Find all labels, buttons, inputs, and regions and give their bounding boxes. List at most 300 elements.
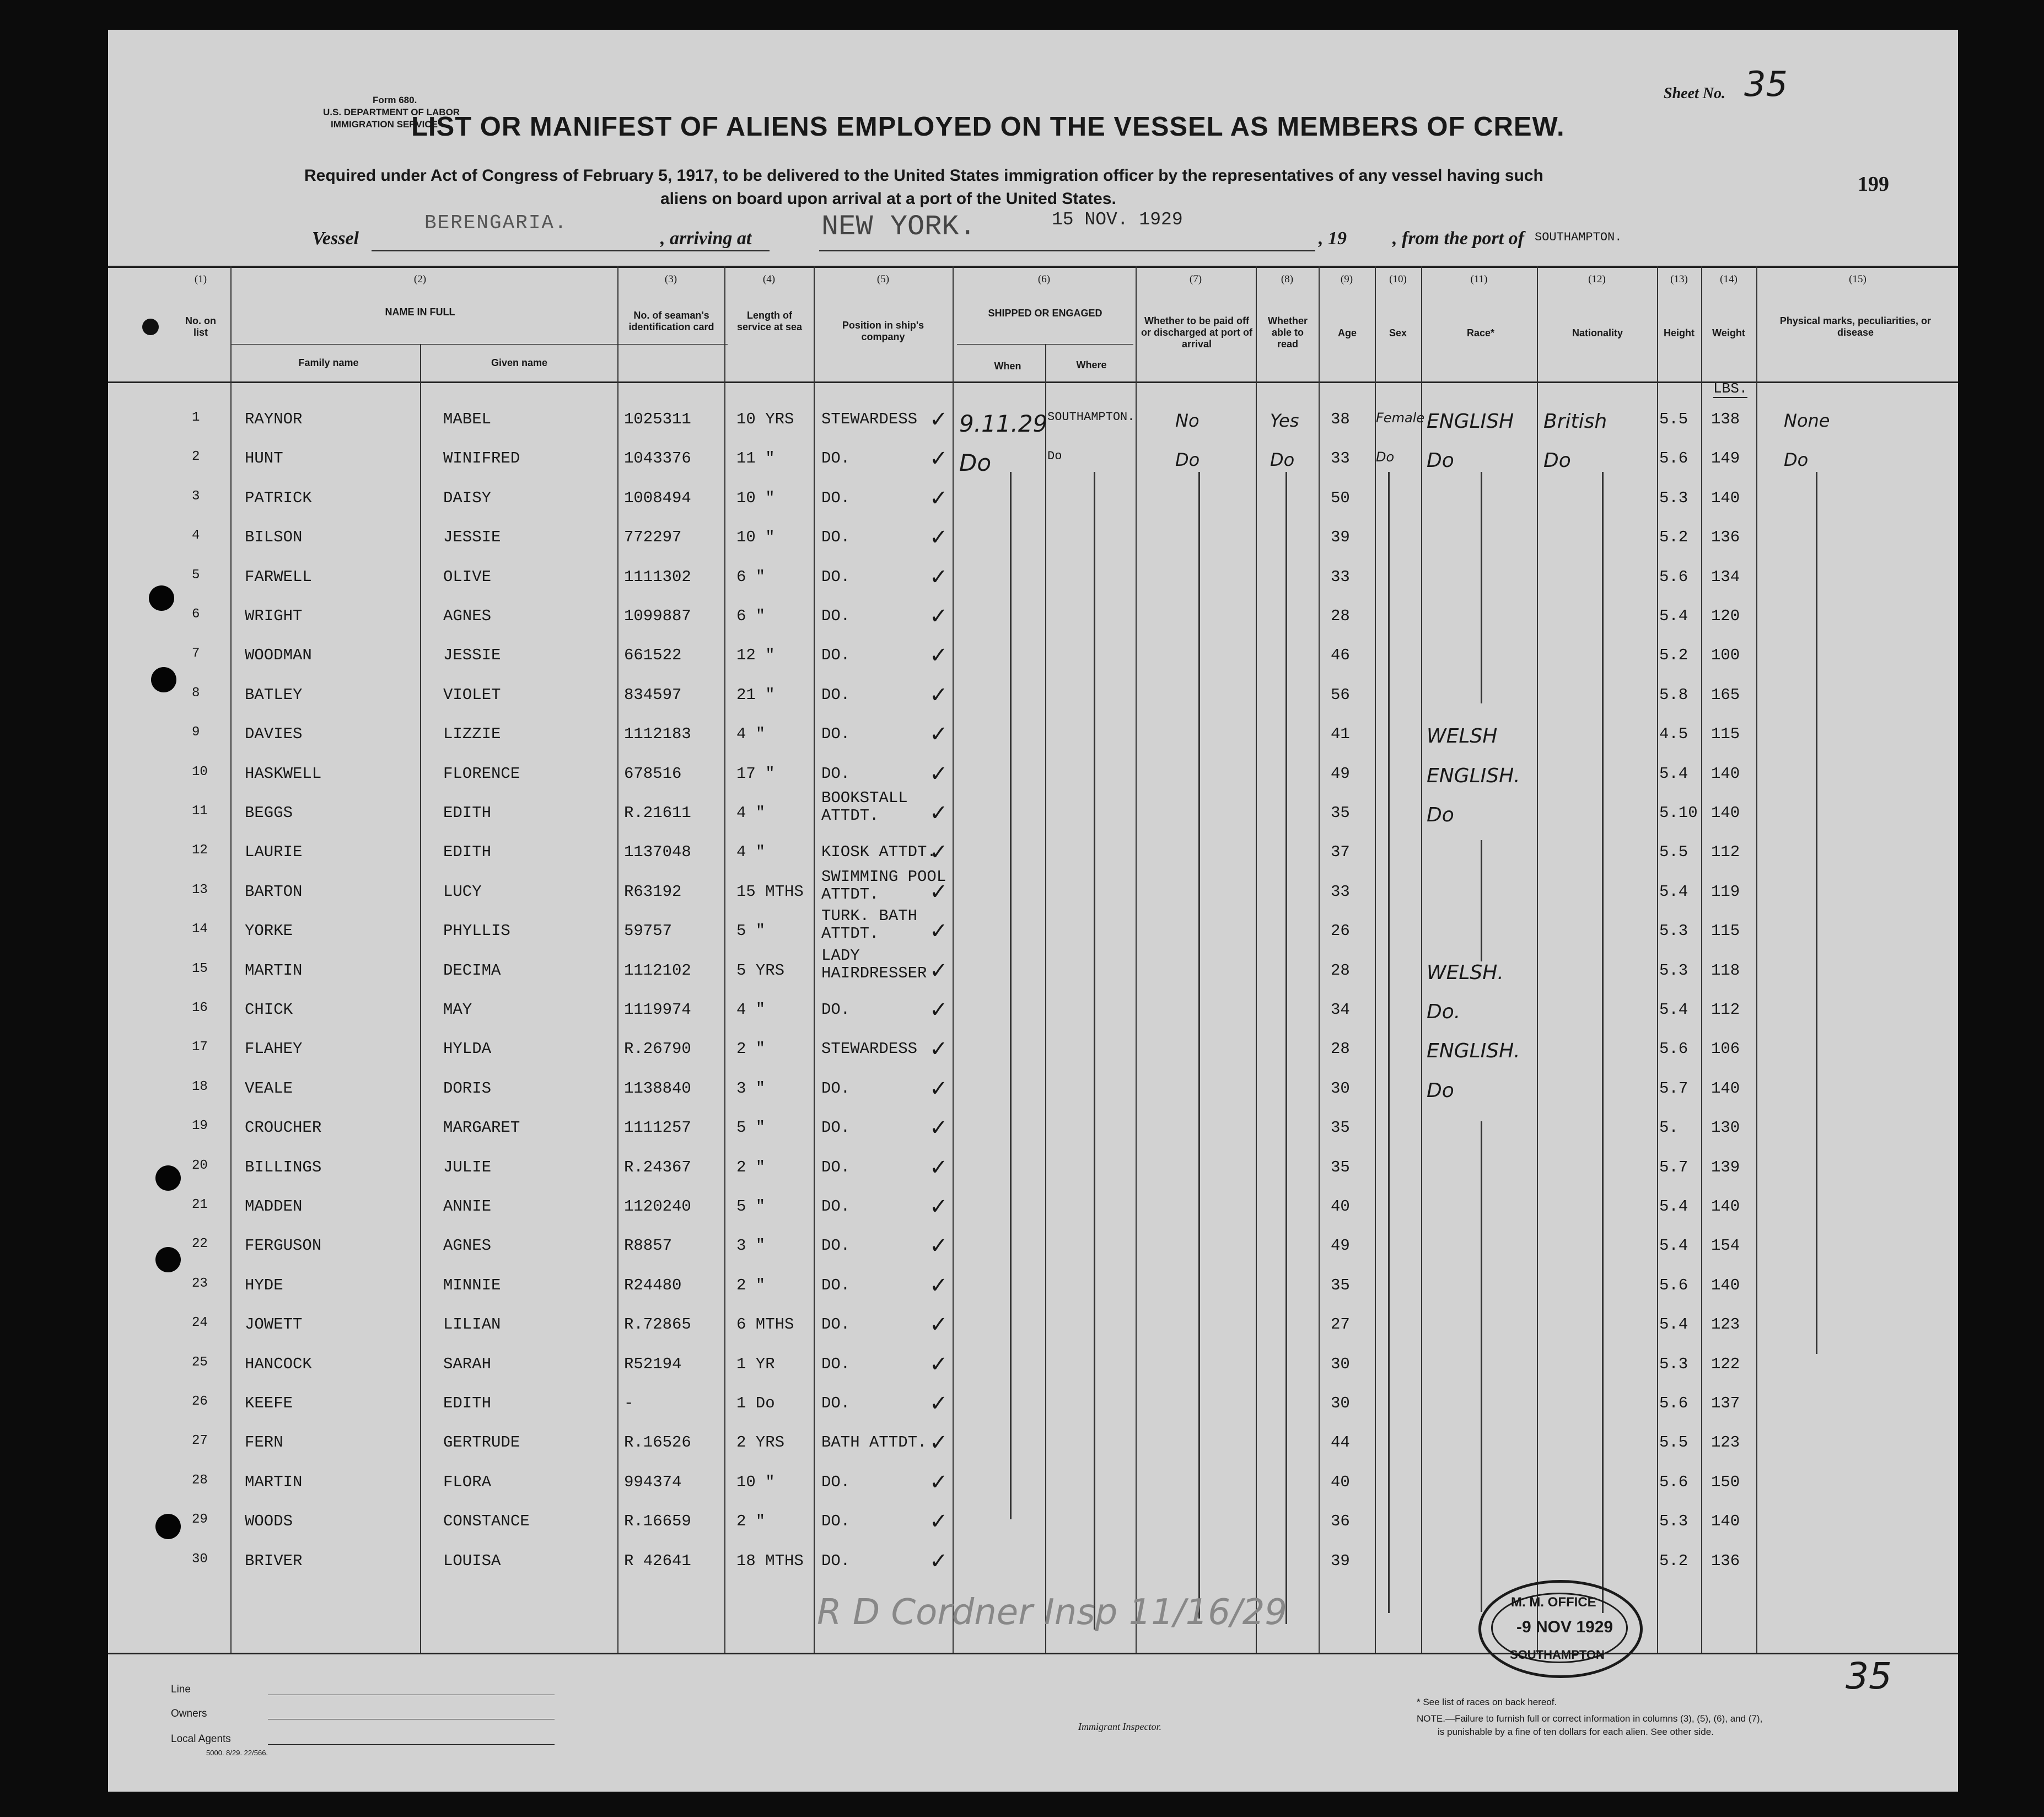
age-cell: 33 bbox=[1331, 449, 1350, 468]
given-name-cell: PHYLLIS bbox=[443, 922, 510, 940]
able-to-read-cell: Do bbox=[1270, 449, 1295, 471]
position-in-company-cell: DO. bbox=[821, 1158, 851, 1176]
age-cell: 49 bbox=[1331, 764, 1350, 783]
binder-hole bbox=[155, 1514, 181, 1539]
position-in-company-cell: DO. bbox=[821, 607, 851, 625]
table-row bbox=[108, 908, 1958, 948]
table-row bbox=[108, 1499, 1958, 1539]
race-cell: Do bbox=[1427, 1079, 1454, 1102]
table-row bbox=[108, 1026, 1958, 1066]
check-mark-icon: ✓ bbox=[929, 958, 948, 983]
vessel-name: BERENGARIA. bbox=[424, 212, 568, 234]
row-number-cell: 21 bbox=[192, 1197, 208, 1212]
family-name-cell: FERGUSON bbox=[245, 1237, 322, 1255]
ditto-line bbox=[1481, 840, 1482, 961]
nationality-cell: Do bbox=[1543, 449, 1571, 472]
family-name-cell: HANCOCK bbox=[245, 1354, 312, 1373]
position-in-company-cell: DO. bbox=[821, 1001, 851, 1019]
height-cell: 5.5 bbox=[1659, 410, 1688, 428]
check-mark-icon: ✓ bbox=[929, 564, 948, 590]
weight-cell: 106 bbox=[1711, 1040, 1740, 1058]
col-number: (7) bbox=[1189, 273, 1202, 285]
family-name-cell: WOODMAN bbox=[245, 646, 312, 665]
height-cell: 5.3 bbox=[1659, 1354, 1688, 1373]
check-mark-icon: ✓ bbox=[929, 1036, 948, 1062]
weight-cell: 139 bbox=[1711, 1158, 1740, 1176]
length-of-service-cell: 17 " bbox=[736, 764, 775, 783]
check-mark-icon: ✓ bbox=[929, 485, 948, 511]
weight-cell: 122 bbox=[1711, 1354, 1740, 1373]
given-name-cell: MARGARET bbox=[443, 1119, 520, 1137]
ditto-line bbox=[1010, 472, 1012, 1519]
given-name-cell: AGNES bbox=[443, 1237, 492, 1255]
weight-cell: 120 bbox=[1711, 607, 1740, 625]
length-of-service-cell: 3 " bbox=[736, 1079, 766, 1098]
weight-cell: 112 bbox=[1711, 1001, 1740, 1019]
height-cell: 5.4 bbox=[1659, 764, 1688, 783]
row-number-cell: 29 bbox=[192, 1512, 208, 1528]
given-name-cell: AGNES bbox=[443, 607, 492, 625]
height-cell: 5.5 bbox=[1659, 1433, 1688, 1452]
height-cell: 5.4 bbox=[1659, 1197, 1688, 1216]
weight-cell: 130 bbox=[1711, 1119, 1740, 1137]
position-in-company-cell: DO. bbox=[821, 1472, 851, 1491]
length-of-service-cell: 10 " bbox=[736, 488, 775, 507]
id-card-number-cell: 1099887 bbox=[624, 607, 691, 625]
table-row bbox=[108, 791, 1958, 830]
ditto-line bbox=[1094, 472, 1095, 1630]
id-card-number-cell: - bbox=[624, 1394, 634, 1412]
age-cell: 28 bbox=[1331, 607, 1350, 625]
id-card-number-cell: 834597 bbox=[624, 685, 682, 704]
age-cell: 38 bbox=[1331, 410, 1350, 428]
arriving-label: , arriving at bbox=[660, 228, 752, 249]
given-name-cell: SARAH bbox=[443, 1354, 492, 1373]
given-name-cell: DORIS bbox=[443, 1079, 492, 1098]
height-cell: 5.4 bbox=[1659, 1001, 1688, 1019]
table-row bbox=[108, 436, 1958, 476]
agents-label: Local Agents bbox=[171, 1733, 231, 1745]
age-cell: 28 bbox=[1331, 1040, 1350, 1058]
length-of-service-cell: 4 " bbox=[736, 725, 766, 744]
id-card-number-cell: R.24367 bbox=[624, 1158, 691, 1176]
id-card-number-cell: R 42641 bbox=[624, 1551, 691, 1570]
row-number-cell: 6 bbox=[192, 607, 200, 622]
id-card-number-cell: R.21611 bbox=[624, 804, 691, 822]
weight-cell: 140 bbox=[1711, 1197, 1740, 1216]
header-physical: Physical marks, peculiarities, or disease bbox=[1779, 315, 1932, 338]
age-cell: 49 bbox=[1331, 1237, 1350, 1255]
length-of-service-cell: 10 " bbox=[736, 1472, 775, 1491]
given-name-cell: LIZZIE bbox=[443, 725, 501, 744]
check-mark-icon: ✓ bbox=[929, 1233, 948, 1259]
office-stamp bbox=[1478, 1580, 1643, 1678]
family-name-cell: HUNT bbox=[245, 449, 283, 468]
stamp-bottom-text: SOUTHAMPTON bbox=[1510, 1648, 1605, 1662]
height-cell: 4.5 bbox=[1659, 725, 1688, 744]
race-cell: ENGLISH. bbox=[1427, 764, 1520, 787]
family-name-cell: MARTIN bbox=[245, 1472, 303, 1491]
length-of-service-cell: 6 " bbox=[736, 567, 766, 586]
header-bottom-rule bbox=[108, 381, 1958, 383]
family-name-cell: KEEFE bbox=[245, 1394, 293, 1412]
able-to-read-cell: Yes bbox=[1270, 410, 1299, 431]
ditto-line bbox=[1481, 1121, 1482, 1612]
row-number-cell: 11 bbox=[192, 804, 208, 819]
header-name-in-full: NAME IN FULL bbox=[385, 307, 455, 318]
row-number-cell: 13 bbox=[192, 882, 208, 897]
race-cell: WELSH bbox=[1427, 725, 1498, 748]
table-row bbox=[108, 1263, 1958, 1303]
ditto-line bbox=[1481, 472, 1482, 703]
age-cell: 30 bbox=[1331, 1079, 1350, 1098]
table-row bbox=[108, 948, 1958, 988]
position-in-company-cell: DO. bbox=[821, 528, 851, 547]
height-cell: 5.7 bbox=[1659, 1158, 1688, 1176]
race-cell: Do bbox=[1427, 804, 1454, 826]
position-in-company-cell: DO. bbox=[821, 1551, 851, 1570]
height-cell: 5.6 bbox=[1659, 1394, 1688, 1412]
row-number-cell: 17 bbox=[192, 1040, 208, 1055]
length-of-service-cell: 18 MTHS bbox=[736, 1551, 804, 1570]
table-row bbox=[108, 712, 1958, 751]
weight-cell: 137 bbox=[1711, 1394, 1740, 1412]
given-name-cell: EDITH bbox=[443, 843, 492, 862]
given-name-cell: LOUISA bbox=[443, 1551, 501, 1570]
col-number: (8) bbox=[1281, 273, 1294, 285]
weight-cell: 140 bbox=[1711, 1079, 1740, 1098]
weight-cell: 115 bbox=[1711, 922, 1740, 940]
row-number-cell: 5 bbox=[192, 567, 200, 583]
row-number-cell: 3 bbox=[192, 488, 200, 504]
position-in-company-cell: TURK. BATH ATTDT. bbox=[821, 907, 918, 943]
ditto-line bbox=[1816, 472, 1817, 1354]
row-number-cell: 16 bbox=[192, 1001, 208, 1015]
length-of-service-cell: 5 " bbox=[736, 922, 766, 940]
age-cell: 30 bbox=[1331, 1354, 1350, 1373]
table-row bbox=[108, 751, 1958, 791]
col-number: (14) bbox=[1720, 273, 1738, 285]
weight-cell: 136 bbox=[1711, 1551, 1740, 1570]
col-number: (1) bbox=[194, 273, 207, 285]
weight-cell: 140 bbox=[1711, 764, 1740, 783]
row-number-cell: 24 bbox=[192, 1315, 208, 1331]
id-card-number-cell: R.16659 bbox=[624, 1512, 691, 1531]
position-in-company-cell: DO. bbox=[821, 488, 851, 507]
height-cell: 5.4 bbox=[1659, 1237, 1688, 1255]
form-number: Form 680. bbox=[373, 95, 417, 105]
position-in-company-cell: DO. bbox=[821, 685, 851, 704]
page-number: 199 bbox=[1858, 173, 1889, 196]
height-cell: 5.2 bbox=[1659, 1551, 1688, 1570]
weight-cell: 165 bbox=[1711, 685, 1740, 704]
header-id-card: No. of seaman's identification card bbox=[628, 310, 714, 332]
family-name-cell: LAURIE bbox=[245, 843, 303, 862]
col-number: (13) bbox=[1670, 273, 1688, 285]
family-name-cell: BRIVER bbox=[245, 1551, 303, 1570]
row-number-cell: 9 bbox=[192, 725, 200, 740]
table-row bbox=[108, 830, 1958, 869]
stamp-top-text: M. M. OFFICE bbox=[1511, 1595, 1596, 1610]
family-name-cell: WOODS bbox=[245, 1512, 293, 1531]
table-row bbox=[108, 987, 1958, 1027]
inspector-label: Immigrant Inspector. bbox=[1078, 1721, 1161, 1732]
length-of-service-cell: 10 " bbox=[736, 528, 775, 547]
height-cell: 5.6 bbox=[1659, 1276, 1688, 1294]
shipped-when-cell: 9.11.29 bbox=[959, 410, 1048, 437]
family-name-cell: DAVIES bbox=[245, 725, 303, 744]
header-no-on-list: No. on list bbox=[185, 315, 216, 338]
weight-cell: 150 bbox=[1711, 1472, 1740, 1491]
stamp-date: -9 NOV 1929 bbox=[1516, 1618, 1613, 1636]
col-number: (9) bbox=[1340, 273, 1353, 285]
family-name-cell: FARWELL bbox=[245, 567, 312, 586]
age-cell: 33 bbox=[1331, 882, 1350, 901]
id-card-number-cell: 1120240 bbox=[624, 1197, 691, 1216]
age-cell: 40 bbox=[1331, 1472, 1350, 1491]
sheet-mark: 35 bbox=[1846, 1655, 1892, 1697]
position-in-company-cell: DO. bbox=[821, 449, 851, 468]
family-name-cell: MADDEN bbox=[245, 1197, 303, 1216]
check-mark-icon: ✓ bbox=[929, 1430, 948, 1456]
check-mark-icon: ✓ bbox=[929, 407, 948, 432]
table-row bbox=[108, 1105, 1958, 1145]
check-mark-icon: ✓ bbox=[929, 1194, 948, 1219]
row-number-cell: 8 bbox=[192, 685, 200, 701]
id-card-number-cell: 1112102 bbox=[624, 961, 691, 980]
vessel-label: Vessel bbox=[312, 228, 359, 249]
height-cell: 5.8 bbox=[1659, 685, 1688, 704]
sex-cell: Do bbox=[1376, 449, 1395, 465]
position-in-company-cell: DO. bbox=[821, 764, 851, 783]
family-name-cell: BILLINGS bbox=[245, 1158, 322, 1176]
header-age: Age bbox=[1337, 327, 1357, 338]
length-of-service-cell: 12 " bbox=[736, 646, 775, 665]
manifest-sheet bbox=[108, 30, 1958, 1792]
check-mark-icon: ✓ bbox=[929, 1272, 948, 1298]
length-of-service-cell: 5 YRS bbox=[736, 961, 785, 980]
physical-marks-cell: Do bbox=[1784, 449, 1809, 471]
ditto-line bbox=[1285, 472, 1287, 1624]
check-mark-icon: ✓ bbox=[929, 1312, 948, 1338]
arrival-date-stamp: 15 NOV. 1929 bbox=[1052, 209, 1183, 230]
family-name-cell: WRIGHT bbox=[245, 607, 303, 625]
table-bottom-rule bbox=[108, 1653, 1958, 1654]
id-card-number-cell: 1112183 bbox=[624, 725, 691, 744]
header-given-name: Given name bbox=[491, 357, 548, 368]
table-row bbox=[108, 515, 1958, 555]
col-number: (12) bbox=[1588, 273, 1606, 285]
given-name-cell: FLORENCE bbox=[443, 764, 520, 783]
position-in-company-cell: SWIMMING POOL ATTDT. bbox=[821, 867, 946, 904]
paid-off-cell: No bbox=[1175, 410, 1199, 431]
height-cell: 5.6 bbox=[1659, 1040, 1688, 1058]
sheet-label: Sheet No. bbox=[1664, 85, 1725, 102]
row-number-cell: 20 bbox=[192, 1158, 208, 1173]
id-card-number-cell: 661522 bbox=[624, 646, 682, 665]
sheet-number: 35 bbox=[1744, 64, 1788, 104]
position-in-company-cell: DO. bbox=[821, 1276, 851, 1294]
weight-cell: 123 bbox=[1711, 1315, 1740, 1334]
length-of-service-cell: 5 " bbox=[736, 1119, 766, 1137]
table-row bbox=[108, 673, 1958, 712]
age-cell: 36 bbox=[1331, 1512, 1350, 1531]
family-name-cell: MARTIN bbox=[245, 961, 303, 980]
header-where: Where bbox=[1076, 359, 1107, 370]
table-row bbox=[108, 1223, 1958, 1263]
check-mark-icon: ✓ bbox=[929, 879, 948, 905]
table-row bbox=[108, 633, 1958, 673]
family-name-cell: CROUCHER bbox=[245, 1119, 322, 1137]
row-number-cell: 26 bbox=[192, 1394, 208, 1409]
check-mark-icon: ✓ bbox=[929, 722, 948, 748]
family-name-cell: YORKE bbox=[245, 922, 293, 940]
length-of-service-cell: 21 " bbox=[736, 685, 775, 704]
check-mark-icon: ✓ bbox=[929, 918, 948, 944]
age-cell: 30 bbox=[1331, 1394, 1350, 1412]
check-mark-icon: ✓ bbox=[929, 604, 948, 629]
weight-cell: 134 bbox=[1711, 567, 1740, 586]
check-mark-icon: ✓ bbox=[929, 1509, 948, 1535]
weight-cell: 154 bbox=[1711, 1237, 1740, 1255]
family-name-cell: FERN bbox=[245, 1433, 283, 1452]
ditto-line bbox=[1198, 472, 1200, 1619]
height-cell: 5.7 bbox=[1659, 1079, 1688, 1098]
weight-unit: LBS. bbox=[1713, 380, 1748, 397]
height-cell: 5.3 bbox=[1659, 961, 1688, 980]
nationality-cell: British bbox=[1543, 410, 1607, 433]
position-in-company-cell: BATH ATTDT. bbox=[821, 1433, 927, 1452]
year-label: , 19 bbox=[1319, 228, 1347, 249]
height-cell: 5.3 bbox=[1659, 1512, 1688, 1531]
position-in-company-cell: STEWARDESS bbox=[821, 1040, 918, 1058]
id-card-number-cell: 1111257 bbox=[624, 1119, 691, 1137]
age-cell: 35 bbox=[1331, 1119, 1350, 1137]
header-length-service: Length of service at sea bbox=[736, 310, 803, 332]
row-number-cell: 15 bbox=[192, 961, 208, 976]
age-cell: 37 bbox=[1331, 843, 1350, 862]
header-sex: Sex bbox=[1389, 327, 1407, 338]
weight-cell: 140 bbox=[1711, 488, 1740, 507]
row-number-cell: 7 bbox=[192, 646, 200, 662]
id-card-number-cell: 59757 bbox=[624, 922, 673, 940]
given-name-cell: MINNIE bbox=[443, 1276, 501, 1294]
paid-off-cell: Do bbox=[1175, 449, 1200, 471]
position-in-company-cell: DO. bbox=[821, 567, 851, 586]
family-name-cell: VEALE bbox=[245, 1079, 293, 1098]
sex-cell: Female bbox=[1376, 410, 1425, 426]
age-cell: 39 bbox=[1331, 1551, 1350, 1570]
physical-marks-cell: None bbox=[1784, 410, 1830, 431]
row-number-cell: 22 bbox=[192, 1237, 208, 1252]
col-number: (6) bbox=[1037, 273, 1051, 285]
age-cell: 40 bbox=[1331, 1197, 1350, 1216]
age-cell: 39 bbox=[1331, 528, 1350, 547]
id-card-number-cell: 1111302 bbox=[624, 567, 691, 586]
row-number-cell: 23 bbox=[192, 1276, 208, 1291]
age-cell: 35 bbox=[1331, 1158, 1350, 1176]
header-height: Height bbox=[1664, 327, 1695, 338]
position-in-company-cell: DO. bbox=[821, 646, 851, 665]
height-cell: 5.2 bbox=[1659, 528, 1688, 547]
table-row bbox=[108, 1420, 1958, 1460]
race-cell: ENGLISH. bbox=[1427, 1040, 1520, 1063]
given-name-cell: ANNIE bbox=[443, 1197, 492, 1216]
age-cell: 44 bbox=[1331, 1433, 1350, 1452]
header-shipped: SHIPPED OR ENGAGED bbox=[988, 308, 1102, 319]
position-in-company-cell: LADY HAIRDRESSER bbox=[821, 946, 927, 982]
from-port-label: , from the port of bbox=[1392, 228, 1524, 249]
age-cell: 46 bbox=[1331, 646, 1350, 665]
from-port: SOUTHAMPTON. bbox=[1535, 230, 1622, 244]
table-row bbox=[108, 555, 1958, 594]
height-cell: 5.10 bbox=[1659, 804, 1698, 822]
check-mark-icon: ✓ bbox=[929, 761, 948, 787]
length-of-service-cell: 4 " bbox=[736, 1001, 766, 1019]
height-cell: 5.6 bbox=[1659, 567, 1688, 586]
position-in-company-cell: DO. bbox=[821, 725, 851, 744]
ditto-line bbox=[1388, 472, 1390, 1613]
race-cell: ENGLISH bbox=[1427, 410, 1514, 433]
inspector-signature: R D Cordner Insp 11/16/29 bbox=[817, 1592, 1287, 1633]
height-cell: 5.3 bbox=[1659, 488, 1688, 507]
weight-cell: 119 bbox=[1711, 882, 1740, 901]
manifest-title: LIST OR MANIFEST OF ALIENS EMPLOYED ON THE VESSEL AS MEMBERS OF CREW. bbox=[411, 112, 1565, 142]
arriving-underline bbox=[819, 250, 1315, 251]
header-position: Position in ship's company bbox=[842, 320, 924, 342]
id-card-number-cell: 994374 bbox=[624, 1472, 682, 1491]
position-in-company-cell: DO. bbox=[821, 1197, 851, 1216]
height-cell: 5. bbox=[1659, 1119, 1679, 1137]
manifest-subtitle-2: aliens on board upon arrival at a port of the United States. bbox=[660, 190, 1116, 208]
table-row bbox=[108, 1460, 1958, 1499]
given-name-cell: FLORA bbox=[443, 1472, 492, 1491]
weight-cell: 112 bbox=[1711, 843, 1740, 862]
col-number: (3) bbox=[664, 273, 677, 285]
row-number-cell: 12 bbox=[192, 843, 208, 858]
header-when: When bbox=[994, 361, 1021, 372]
table-row bbox=[108, 594, 1958, 633]
col-number: (5) bbox=[876, 273, 890, 285]
family-name-cell: PATRICK bbox=[245, 488, 312, 507]
height-cell: 5.4 bbox=[1659, 607, 1688, 625]
check-mark-icon: ✓ bbox=[929, 1548, 948, 1574]
given-name-cell: HYLDA bbox=[443, 1040, 492, 1058]
col-number: (10) bbox=[1389, 273, 1407, 285]
owners-label: Owners bbox=[171, 1708, 207, 1719]
row-number-cell: 19 bbox=[192, 1119, 208, 1134]
name-header-rule bbox=[230, 344, 728, 345]
height-cell: 5.6 bbox=[1659, 449, 1688, 468]
id-card-number-cell: 1119974 bbox=[624, 1001, 691, 1019]
check-mark-icon: ✓ bbox=[929, 525, 948, 551]
family-name-cell: HYDE bbox=[245, 1276, 283, 1294]
header-weight: Weight bbox=[1712, 327, 1745, 338]
given-name-cell: EDITH bbox=[443, 804, 492, 822]
row-number-cell: 18 bbox=[192, 1079, 208, 1094]
length-of-service-cell: 2 " bbox=[736, 1158, 766, 1176]
length-of-service-cell: 4 " bbox=[736, 843, 766, 862]
weight-cell: 123 bbox=[1711, 1433, 1740, 1452]
shipped-when-cell: Do bbox=[959, 449, 992, 477]
given-name-cell: VIOLET bbox=[443, 685, 501, 704]
check-mark-icon: ✓ bbox=[929, 1351, 948, 1377]
fine-note-1: NOTE.—Failure to furnish full or correct information in columns (3), (5), (6), and (7), bbox=[1417, 1713, 1763, 1724]
age-cell: 33 bbox=[1331, 567, 1350, 586]
family-name-cell: BEGGS bbox=[245, 804, 293, 822]
given-name-cell: JESSIE bbox=[443, 528, 501, 547]
table-row bbox=[108, 1342, 1958, 1381]
